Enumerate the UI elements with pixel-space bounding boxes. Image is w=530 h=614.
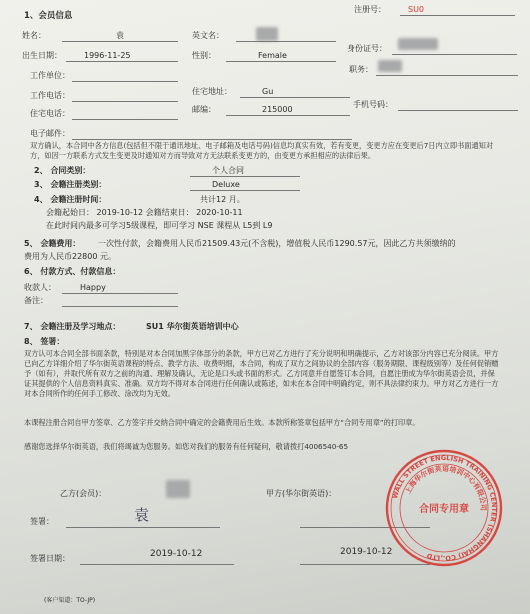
membership-type-label: 3、 会籍注册类别：	[34, 180, 107, 189]
english-name-underline	[236, 41, 336, 42]
signing-terms: 双方认可本合同全部书面条款，特别是对本合同加黑字体部分的条款，甲方已对乙方进行了充分说明和明确提示，乙方对该部分内容已充分阅读。甲方已向乙方详细介绍了华尔街英语课程的特点、教学方法、收费明细，本合同，构成了双方之间协议的全部内容（服务期限、课程级别等）及任何促销赠予（如有），并取代所有双方之前的沟通、理解及确认，无论是口头或书面的形式。乙方同意并自愿签订本合同，自愿注册成为华尔街英语会员，并保证其提供的个人信息资料真实、准确。双方均不得对本合同进行任何确认或陈述，如未在本合同中明确约定，则不具法律约束力。甲方对乙方进行一方对本合同所作的任何手工修改、涂改均为无效。	[24, 349, 499, 398]
employer-label: 工作单位：	[30, 71, 70, 80]
reg-no-value: SU0	[408, 5, 425, 14]
reg-no-underline	[400, 15, 515, 16]
birth-underline	[66, 61, 178, 62]
reg-no-label: 注册号：	[354, 5, 386, 14]
employer-underline	[72, 81, 178, 82]
name-label: 姓名：	[22, 31, 46, 40]
redacted-english-name	[256, 27, 278, 41]
work-phone-underline	[72, 101, 178, 102]
address-value: Gu	[262, 87, 274, 96]
redacted-member-name	[166, 480, 190, 498]
course-range: 在此时间内最多可学习5级课程，即可学习 NSE 课程从 L5到 L9	[46, 221, 273, 230]
fee-text: 一次性付款，会籍费用人民币21509.43元(不含税)，增值税人民币1290.57元，因此乙方共须缴纳的	[98, 239, 456, 248]
postcode-label: 邮编：	[192, 105, 216, 114]
party-a-label: 甲方(华尔街英语)：	[266, 489, 337, 498]
mobile-label: 手机号码：	[353, 100, 393, 109]
seal-inner-text: 上海华尔街英语培训中心有限公司	[404, 464, 488, 511]
date-underline-b	[80, 564, 234, 565]
signing-label: 8、 签署：	[24, 337, 65, 346]
payee-value: Happy	[80, 283, 106, 292]
fee-total: 费用为人民币22800 元。	[24, 252, 116, 261]
address-label: 住宅地址：	[192, 87, 232, 96]
english-name-label: 英文名：	[192, 31, 224, 40]
membership-period-value: 共计12 月。	[200, 195, 245, 204]
company-seal-icon	[384, 448, 504, 568]
id-label: 身份证号：	[347, 44, 387, 53]
postcode-value: 215000	[262, 105, 293, 114]
sign-underline-b	[66, 527, 220, 528]
home-phone-underline	[72, 119, 178, 120]
contract-type-underline	[190, 176, 300, 177]
redacted-id	[398, 38, 438, 50]
name-value: 袁	[116, 31, 124, 40]
name-underline	[62, 41, 178, 42]
remark-label: 备注：	[24, 296, 48, 305]
work-phone-label: 工作电话：	[30, 91, 70, 100]
home-phone-label: 住宅电话：	[30, 109, 70, 118]
position-label: 职务：	[349, 65, 373, 74]
payee-underline	[62, 293, 178, 294]
contract-type-label: 2、 合同类别：	[34, 166, 91, 175]
gender-label: 性别：	[192, 51, 216, 60]
contact-notice: 双方确认，本合同中各方信息(包括但不限于通讯地址、电子邮箱及电话号码)信息均真实有效，若有变更，变更方应在变更后7日内立即书面通知对方，如因一方联系方式发生变更及时通知对方而导致对方无法联系变更方的，由变更方承担相应的法律后果。	[30, 141, 494, 160]
birth-label: 出生日期：	[22, 51, 62, 60]
gender-underline	[226, 61, 336, 62]
party-b-label: 乙方(会员)：	[60, 489, 107, 498]
membership-period-label: 4、 会籍注册时间：	[34, 195, 107, 204]
payee-label: 收款人：	[24, 283, 56, 292]
email-underline	[72, 139, 352, 140]
mobile-underline	[398, 110, 518, 111]
birth-value: 1996-11-25	[84, 51, 131, 60]
location-value: SU1 华尔街英语培训中心	[146, 322, 239, 331]
gender-value: Female	[258, 51, 287, 60]
effective-clause: 本课程注册合同自甲方签章、乙方签字并交纳合同中确定的会籍费用后生效。本款所称签章包括甲方“合同专用章”的打印章。	[24, 418, 420, 427]
channel-footer: (客户渠道：TO-JP)	[44, 597, 96, 604]
location-label: 7、 会籍注册及学习地点：	[24, 322, 121, 331]
date-label: 签署日期：	[30, 554, 70, 563]
fee-label: 5、 会籍费用：	[24, 239, 81, 248]
remark-underline	[62, 306, 178, 307]
section1-title: 1、会员信息	[24, 11, 73, 21]
seal-center-text: 合同专用章	[419, 504, 469, 515]
email-label: 电子邮件：	[30, 129, 70, 138]
handwritten-signature: 袁	[134, 506, 150, 524]
postcode-underline	[226, 115, 350, 116]
date-b: 2019-10-12	[150, 549, 203, 559]
membership-dates: 会籍起始日： 2019-10-12 会籍结束日： 2020-10-11	[46, 208, 243, 217]
thanks-line: 感谢您选择华尔街英语，我们将竭诚为您服务。如您对我们的服务有任何疑问，敬请拨打4006540-65	[24, 442, 349, 451]
membership-type-value: Deluxe	[212, 180, 240, 189]
membership-type-underline	[190, 190, 300, 191]
address-underline	[240, 97, 350, 98]
position-underline	[376, 75, 518, 76]
payment-label: 6、 付款方式、付款信息：	[24, 267, 121, 276]
sign-label: 签署：	[30, 517, 54, 526]
contract-type-value: 个人合同	[212, 166, 244, 175]
date-a: 2019-10-12	[340, 547, 393, 557]
redacted-position	[378, 60, 402, 72]
id-underline	[392, 54, 517, 55]
seal-outer-text: WALL STREET ENGLISH TRAINING CENTER (SHANGHAI) CO.,LTD	[390, 453, 499, 563]
